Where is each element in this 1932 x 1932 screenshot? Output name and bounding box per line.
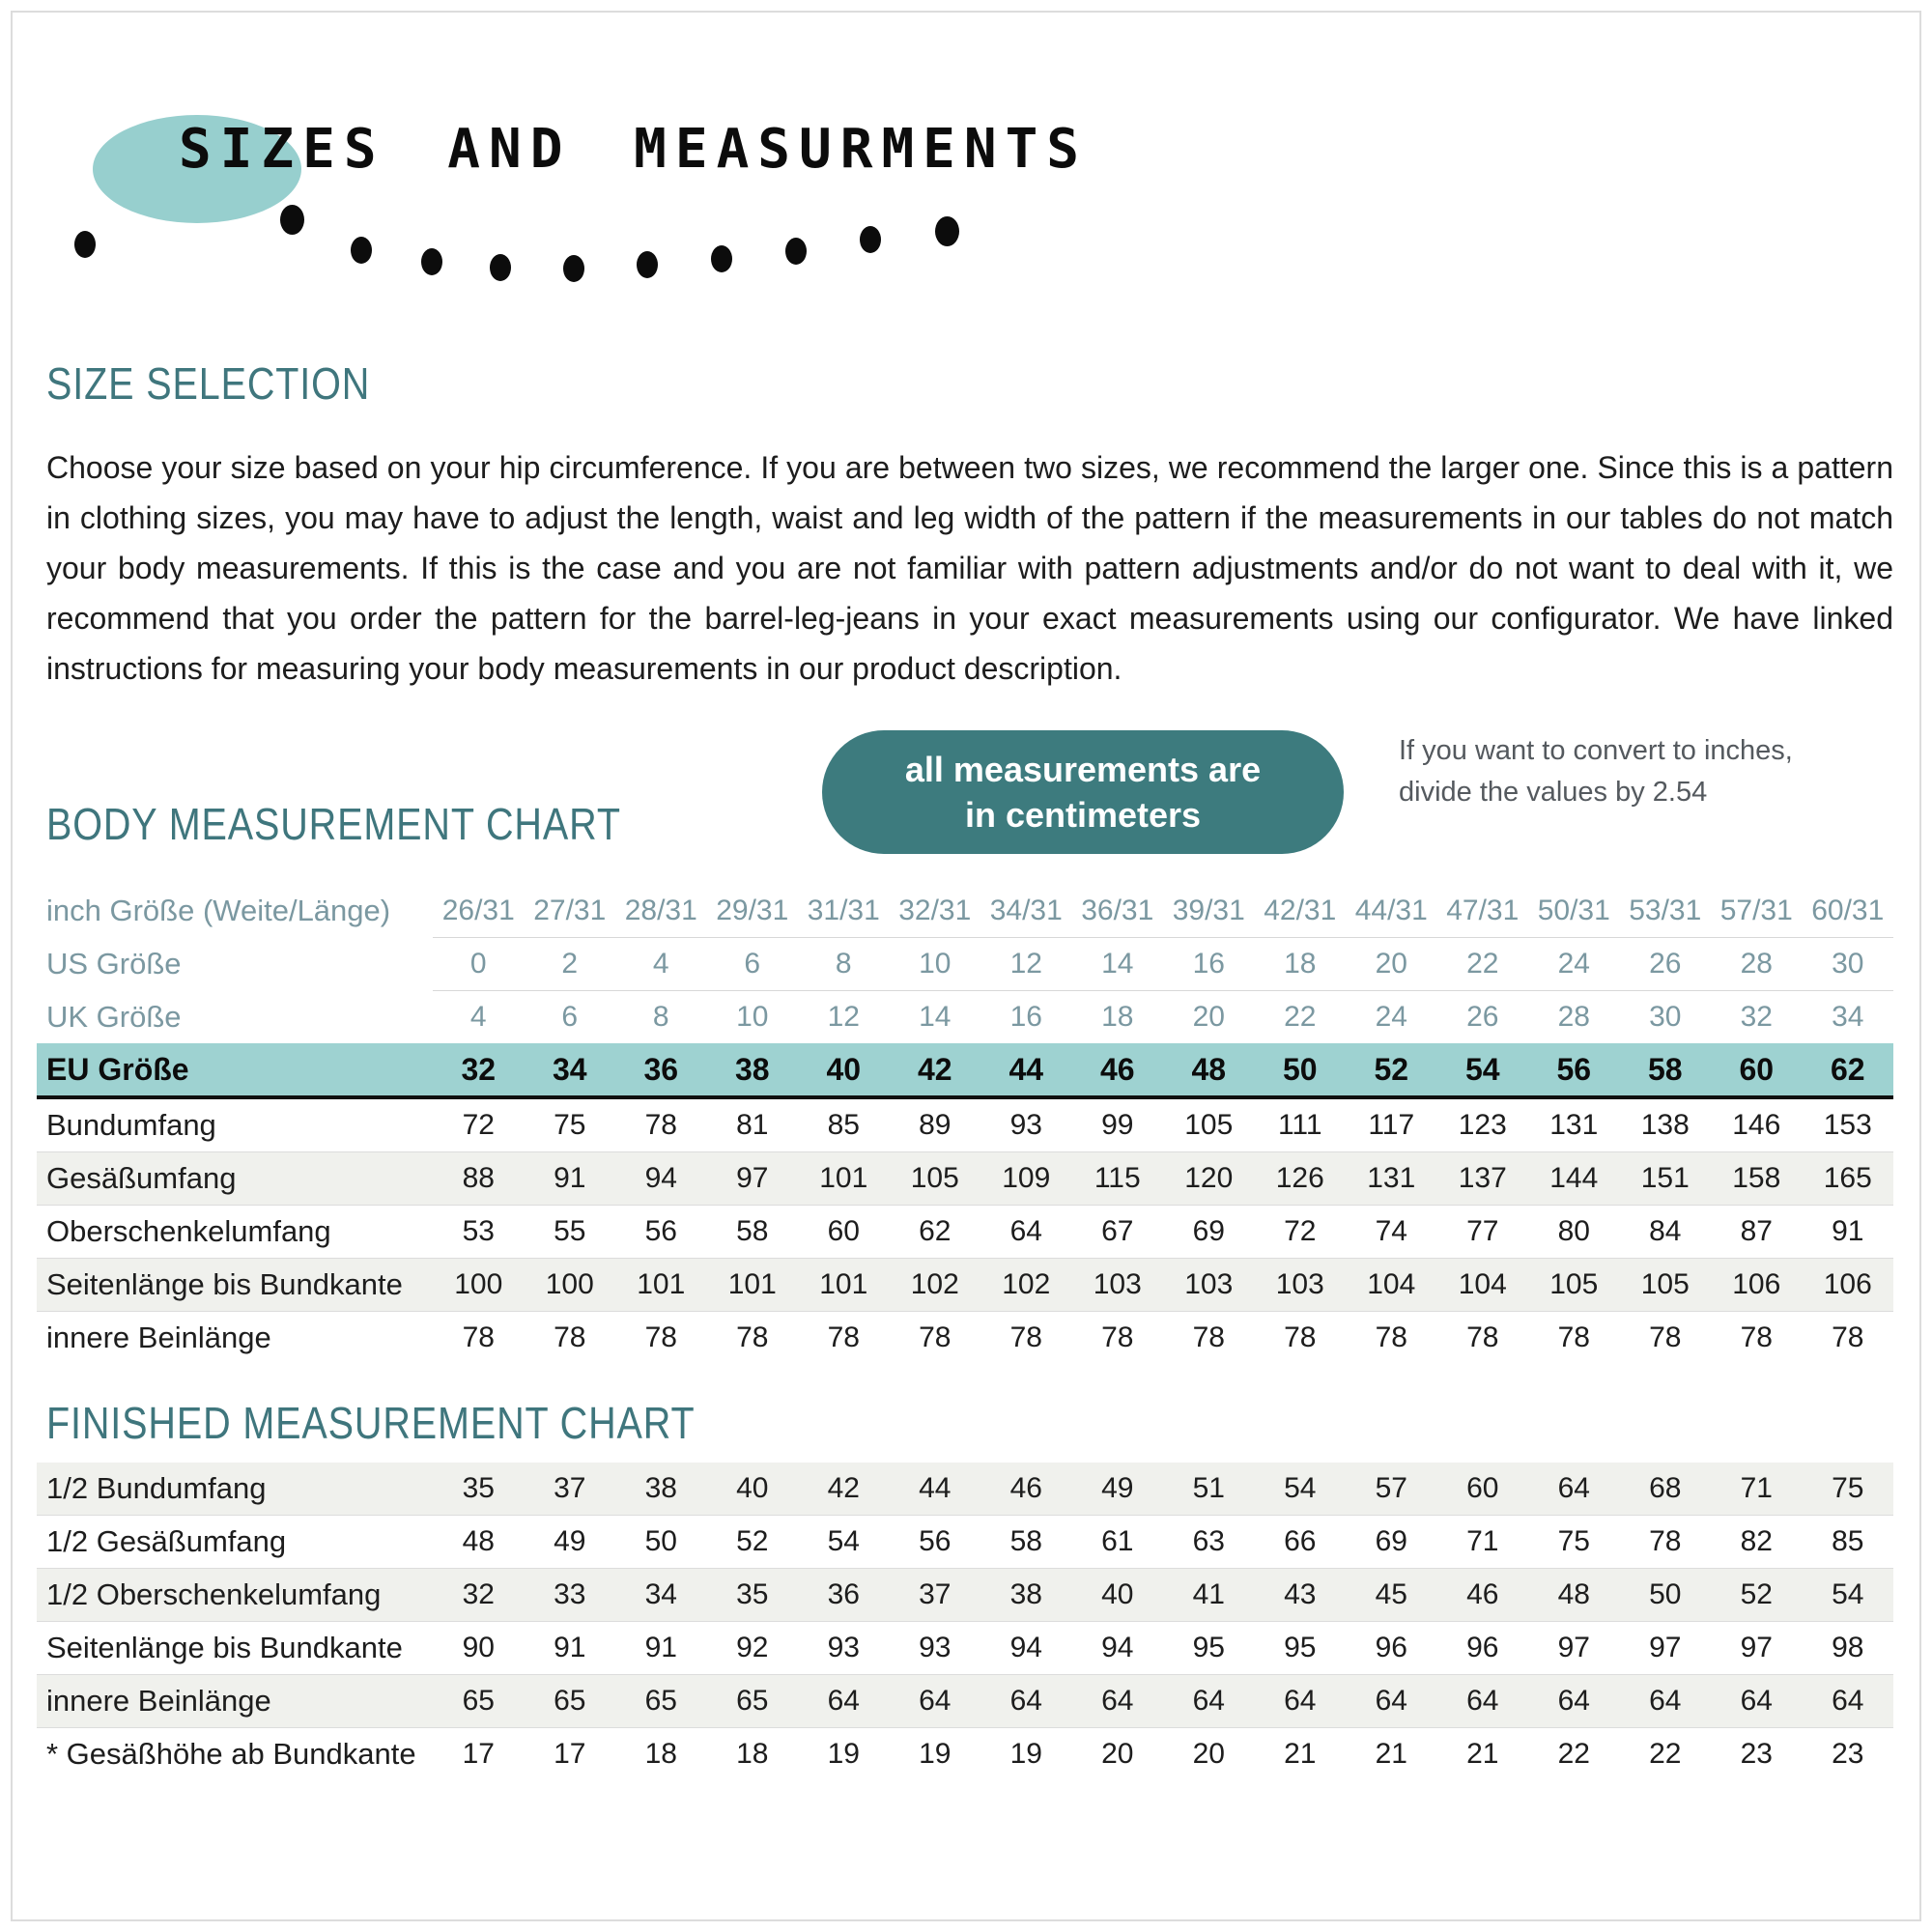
value-cell: 18 — [1255, 938, 1347, 991]
table-row — [37, 1516, 1893, 1569]
value-cell: 100 — [433, 1259, 525, 1312]
value-cell: 65 — [615, 1675, 707, 1728]
value-cell: 17 — [433, 1728, 525, 1781]
value-cell: 93 — [1009, 1109, 1042, 1141]
value-cell: 117 — [1368, 1109, 1415, 1141]
value-cell: 82 — [1711, 1516, 1803, 1569]
value-cell: 78 — [1711, 1312, 1803, 1365]
value-cell: 21 — [1255, 1728, 1347, 1781]
value-cell: 44/31 — [1354, 895, 1428, 926]
value-cell: 105 — [890, 1152, 981, 1206]
value-cell: 88 — [433, 1152, 525, 1206]
value-cell: 38 — [615, 1463, 707, 1516]
value-cell: 52 — [1711, 1569, 1803, 1622]
value-cell: 69 — [1346, 1516, 1437, 1569]
value-cell: 40 — [707, 1463, 799, 1516]
value-cell: 64 — [798, 1675, 890, 1728]
table-row — [37, 1043, 1893, 1097]
value-cell: 78 — [1346, 1312, 1437, 1365]
value-cell: 75 — [1528, 1516, 1620, 1569]
value-cell: 98 — [1803, 1622, 1894, 1675]
value-cell: 50/31 — [1537, 895, 1610, 926]
value-cell: 78 — [644, 1109, 677, 1141]
value-cell: 138 — [1640, 1109, 1690, 1141]
table-row — [37, 1728, 1893, 1781]
table-row — [37, 1463, 1893, 1516]
value-cell: 57/31 — [1719, 895, 1793, 926]
value-cell: 41 — [1163, 1569, 1255, 1622]
decorative-dot — [280, 205, 304, 235]
value-cell: 72 — [462, 1109, 495, 1141]
value-cell: 46 — [980, 1463, 1072, 1516]
value-cell: 63 — [1163, 1516, 1255, 1569]
note-line-1: If you want to convert to inches, — [1399, 735, 1793, 766]
value-cell: 22 — [1528, 1728, 1620, 1781]
value-cell: 47/31 — [1446, 895, 1520, 926]
value-cell: 56 — [1528, 1043, 1620, 1097]
body-chart-heading-text: BODY MEASUREMENT CHART — [46, 799, 621, 849]
value-cell: 34 — [1803, 991, 1894, 1044]
value-cell: 95 — [1163, 1622, 1255, 1675]
row-label: * Gesäßhöhe ab Bundkante — [37, 1728, 433, 1781]
value-cell: 94 — [980, 1622, 1072, 1675]
value-cell: 29/31 — [716, 895, 789, 926]
value-cell: 94 — [1072, 1622, 1164, 1675]
value-cell: 28 — [1711, 938, 1803, 991]
value-cell: 93 — [890, 1622, 981, 1675]
value-cell: 22 — [1620, 1728, 1712, 1781]
value-cell: 64 — [1803, 1675, 1894, 1728]
value-cell: 120 — [1163, 1152, 1255, 1206]
badge-line-1: all measurements are — [904, 750, 1262, 789]
decorative-dot — [711, 245, 732, 272]
value-cell: 64 — [1620, 1675, 1712, 1728]
value-cell: 78 — [1620, 1516, 1712, 1569]
value-cell: 36 — [615, 1043, 707, 1097]
finished-measurement-table — [37, 1463, 1893, 1780]
value-cell: 17 — [525, 1728, 616, 1781]
value-cell: 78 — [615, 1312, 707, 1365]
table-row — [37, 1675, 1893, 1728]
value-cell: 126 — [1255, 1152, 1347, 1206]
value-cell: 87 — [1711, 1206, 1803, 1259]
value-cell: 20 — [1163, 991, 1255, 1044]
value-cell: 115 — [1072, 1152, 1164, 1206]
value-cell: 54 — [1255, 1463, 1347, 1516]
value-cell: 8 — [615, 991, 707, 1044]
table-row — [37, 938, 1893, 991]
decorative-dot — [860, 226, 881, 253]
value-cell: 78 — [798, 1312, 890, 1365]
value-cell: 78 — [890, 1312, 981, 1365]
value-cell: 18 — [707, 1728, 799, 1781]
value-cell: 60/31 — [1811, 895, 1885, 926]
value-cell: 33 — [525, 1569, 616, 1622]
value-cell: 34 — [615, 1569, 707, 1622]
value-cell: 50 — [1255, 1043, 1347, 1097]
value-cell: 42 — [890, 1043, 981, 1097]
value-cell: 91 — [525, 1152, 616, 1206]
value-cell: 34 — [525, 1043, 616, 1097]
value-cell: 49 — [1072, 1463, 1164, 1516]
row-label: Gesäßumfang — [37, 1152, 433, 1206]
value-cell: 44 — [890, 1463, 981, 1516]
value-cell: 75 — [554, 1109, 586, 1141]
value-cell: 39/31 — [1172, 895, 1245, 926]
value-cell: 104 — [1346, 1259, 1437, 1312]
value-cell: 54 — [798, 1516, 890, 1569]
value-cell: 24 — [1346, 991, 1437, 1044]
value-cell: 10 — [890, 938, 981, 991]
value-cell: 105 — [1184, 1109, 1234, 1141]
value-cell: 32 — [1711, 991, 1803, 1044]
value-cell: 14 — [1072, 938, 1164, 991]
value-cell: 38 — [980, 1569, 1072, 1622]
value-cell: 78 — [1528, 1312, 1620, 1365]
value-cell: 81 — [736, 1109, 769, 1141]
value-cell: 78 — [707, 1312, 799, 1365]
decorative-dot — [785, 238, 807, 265]
value-cell: 91 — [525, 1622, 616, 1675]
value-cell: 99 — [1101, 1109, 1134, 1141]
value-cell: 43 — [1255, 1569, 1347, 1622]
value-cell: 58 — [707, 1206, 799, 1259]
row-label: Oberschenkelumfang — [37, 1206, 433, 1259]
value-cell: 51 — [1163, 1463, 1255, 1516]
value-cell: 91 — [1803, 1206, 1894, 1259]
value-cell: 146 — [1732, 1109, 1781, 1141]
value-cell: 46 — [1437, 1569, 1529, 1622]
value-cell: 45 — [1346, 1569, 1437, 1622]
value-cell: 97 — [1528, 1622, 1620, 1675]
value-cell: 35 — [433, 1463, 525, 1516]
value-cell: 32 — [433, 1569, 525, 1622]
value-cell: 64 — [1255, 1675, 1347, 1728]
row-label: 1/2 Oberschenkelumfang — [37, 1569, 433, 1622]
value-cell: 8 — [798, 938, 890, 991]
value-cell: 62 — [890, 1206, 981, 1259]
body-chart-heading — [46, 798, 715, 850]
value-cell: 137 — [1437, 1152, 1529, 1206]
value-cell: 46 — [1072, 1043, 1164, 1097]
row-label: Bundumfang — [46, 1108, 216, 1142]
value-cell: 57 — [1346, 1463, 1437, 1516]
value-cell: 151 — [1620, 1152, 1712, 1206]
value-cell: 60 — [798, 1206, 890, 1259]
value-cell: 52 — [1346, 1043, 1437, 1097]
value-cell: 103 — [1255, 1259, 1347, 1312]
row-label: Seitenlänge bis Bundkante — [37, 1259, 433, 1312]
table-row — [37, 1312, 1893, 1365]
value-cell: 64 — [1346, 1675, 1437, 1728]
table-row — [37, 1622, 1893, 1675]
badge-line-2: in centimeters — [964, 795, 1202, 835]
value-cell: 80 — [1528, 1206, 1620, 1259]
value-cell: 97 — [1711, 1622, 1803, 1675]
value-cell: 18 — [615, 1728, 707, 1781]
value-cell: 4 — [433, 991, 525, 1044]
value-cell: 64 — [980, 1675, 1072, 1728]
value-cell: 19 — [980, 1728, 1072, 1781]
value-cell: 23 — [1803, 1728, 1894, 1781]
row-label: EU Größe — [37, 1043, 433, 1097]
value-cell: 30 — [1803, 938, 1894, 991]
note-line-2: divide the values by 2.54 — [1399, 777, 1708, 808]
body-measurement-table — [37, 885, 1893, 1364]
value-cell: 37 — [525, 1463, 616, 1516]
value-cell: 26/31 — [441, 895, 515, 926]
value-cell: 37 — [890, 1569, 981, 1622]
row-label: innere Beinlänge — [37, 1675, 433, 1728]
decorative-dot — [421, 248, 442, 275]
value-cell: 56 — [615, 1206, 707, 1259]
value-cell: 72 — [1255, 1206, 1347, 1259]
page-title: SIZES AND MEASURMENTS — [179, 118, 1089, 181]
value-cell: 106 — [1803, 1259, 1894, 1312]
value-cell: 103 — [1163, 1259, 1255, 1312]
value-cell: 61 — [1072, 1516, 1164, 1569]
value-cell: 48 — [433, 1516, 525, 1569]
value-cell: 27/31 — [533, 895, 607, 926]
table-row — [37, 991, 1893, 1044]
table-row — [37, 1206, 1893, 1259]
value-cell: 64 — [890, 1675, 981, 1728]
value-cell: 64 — [1711, 1675, 1803, 1728]
value-cell: 89 — [919, 1109, 952, 1141]
value-cell: 38 — [707, 1043, 799, 1097]
value-cell: 78 — [1620, 1312, 1712, 1365]
value-cell: 50 — [1620, 1569, 1712, 1622]
value-cell: 67 — [1072, 1206, 1164, 1259]
row-label: US Größe — [46, 947, 182, 980]
value-cell: 101 — [798, 1259, 890, 1312]
value-cell: 60 — [1711, 1043, 1803, 1097]
value-cell: 111 — [1277, 1109, 1322, 1141]
value-cell: 20 — [1163, 1728, 1255, 1781]
row-label: Seitenlänge bis Bundkante — [37, 1622, 433, 1675]
table-row — [37, 1097, 1893, 1152]
value-cell: 20 — [1072, 1728, 1164, 1781]
value-cell: 10 — [707, 991, 799, 1044]
row-label: innere Beinlänge — [37, 1312, 433, 1365]
table-row — [37, 1569, 1893, 1622]
value-cell: 50 — [615, 1516, 707, 1569]
value-cell: 56 — [890, 1516, 981, 1569]
value-cell: 101 — [615, 1259, 707, 1312]
size-selection-heading-text: SIZE SELECTION — [46, 358, 371, 409]
value-cell: 44 — [980, 1043, 1072, 1097]
value-cell: 64 — [1072, 1675, 1164, 1728]
value-cell: 48 — [1163, 1043, 1255, 1097]
value-cell: 78 — [980, 1312, 1072, 1365]
value-cell: 158 — [1711, 1152, 1803, 1206]
value-cell: 21 — [1437, 1728, 1529, 1781]
value-cell: 78 — [1803, 1312, 1894, 1365]
value-cell: 35 — [707, 1569, 799, 1622]
row-label: UK Größe — [46, 999, 182, 1034]
value-cell: 49 — [525, 1516, 616, 1569]
value-cell: 105 — [1528, 1259, 1620, 1312]
value-cell: 30 — [1620, 991, 1712, 1044]
decorative-dot — [74, 231, 96, 258]
value-cell: 65 — [525, 1675, 616, 1728]
value-cell: 123 — [1458, 1109, 1507, 1141]
value-cell: 6 — [707, 938, 799, 991]
value-cell: 144 — [1528, 1152, 1620, 1206]
value-cell: 103 — [1072, 1259, 1164, 1312]
value-cell: 14 — [890, 991, 981, 1044]
value-cell: 74 — [1346, 1206, 1437, 1259]
value-cell: 32 — [433, 1043, 525, 1097]
value-cell: 68 — [1620, 1463, 1712, 1516]
value-cell: 96 — [1437, 1622, 1529, 1675]
value-cell: 102 — [980, 1259, 1072, 1312]
decorative-dot — [637, 251, 658, 278]
value-cell: 58 — [980, 1516, 1072, 1569]
value-cell: 109 — [980, 1152, 1072, 1206]
value-cell: 40 — [798, 1043, 890, 1097]
value-cell: 78 — [1255, 1312, 1347, 1365]
value-cell: 2 — [525, 938, 616, 991]
value-cell: 53/31 — [1629, 895, 1702, 926]
value-cell: 19 — [798, 1728, 890, 1781]
value-cell: 28/31 — [624, 895, 697, 926]
value-cell: 78 — [433, 1312, 525, 1365]
value-cell: 78 — [1163, 1312, 1255, 1365]
value-cell: 34/31 — [989, 895, 1063, 926]
value-cell: 102 — [890, 1259, 981, 1312]
value-cell: 22 — [1437, 938, 1529, 991]
value-cell: 78 — [525, 1312, 616, 1365]
decorative-dot — [935, 216, 959, 246]
value-cell: 93 — [798, 1622, 890, 1675]
row-label: inch Größe (Weite/Länge) — [46, 894, 391, 928]
value-cell: 75 — [1803, 1463, 1894, 1516]
value-cell: 55 — [525, 1206, 616, 1259]
value-cell: 95 — [1255, 1622, 1347, 1675]
value-cell: 85 — [827, 1109, 860, 1141]
value-cell: 18 — [1072, 991, 1164, 1044]
table-row — [37, 1259, 1893, 1312]
value-cell: 71 — [1711, 1463, 1803, 1516]
value-cell: 65 — [433, 1675, 525, 1728]
value-cell: 94 — [615, 1152, 707, 1206]
value-cell: 97 — [1620, 1622, 1712, 1675]
value-cell: 42 — [798, 1463, 890, 1516]
size-selection-heading — [46, 357, 423, 410]
value-cell: 85 — [1803, 1516, 1894, 1569]
value-cell: 26 — [1620, 938, 1712, 991]
value-cell: 0 — [433, 938, 525, 991]
value-cell: 12 — [798, 991, 890, 1044]
value-cell: 131 — [1346, 1152, 1437, 1206]
value-cell: 36 — [798, 1569, 890, 1622]
value-cell: 64 — [1528, 1463, 1620, 1516]
value-cell: 16 — [1163, 938, 1255, 991]
inches-conversion-note — [1399, 730, 1793, 813]
value-cell: 101 — [707, 1259, 799, 1312]
value-cell: 69 — [1163, 1206, 1255, 1259]
value-cell: 21 — [1346, 1728, 1437, 1781]
decorative-dot — [563, 255, 584, 282]
value-cell: 78 — [1072, 1312, 1164, 1365]
value-cell: 32/31 — [898, 895, 972, 926]
value-cell: 16 — [980, 991, 1072, 1044]
value-cell: 71 — [1437, 1516, 1529, 1569]
value-cell: 77 — [1437, 1206, 1529, 1259]
centimeters-badge — [822, 730, 1344, 854]
value-cell: 23 — [1711, 1728, 1803, 1781]
value-cell: 100 — [525, 1259, 616, 1312]
value-cell: 20 — [1346, 938, 1437, 991]
decorative-dot — [490, 254, 511, 281]
finished-measurement-table-body — [37, 1463, 1893, 1780]
value-cell: 64 — [1528, 1675, 1620, 1728]
value-cell: 48 — [1528, 1569, 1620, 1622]
value-cell: 42/31 — [1264, 895, 1337, 926]
value-cell: 64 — [1437, 1675, 1529, 1728]
value-cell: 26 — [1437, 991, 1529, 1044]
value-cell: 12 — [980, 938, 1072, 991]
value-cell: 96 — [1346, 1622, 1437, 1675]
value-cell: 28 — [1528, 991, 1620, 1044]
value-cell: 53 — [433, 1206, 525, 1259]
body-measurement-table-body — [37, 885, 1893, 1364]
value-cell: 52 — [707, 1516, 799, 1569]
value-cell: 153 — [1823, 1109, 1872, 1141]
size-selection-paragraph: Choose your size based on your hip circumference. If you are between two sizes, we recommend the larger one. Since this is a pattern in clothing sizes, you may have to adjust the length, waist and leg width of the pattern if the measurements in our tables do not match your body measurements. If this is the case and you are not familiar with pattern adjustments and/or do not want to deal with it, we recommend that you order the pattern for the barrel-leg-jeans in your exact measurements using our configurator. We have linked instructions for measuring your body measurements in our product description. — [46, 450, 1893, 686]
value-cell: 6 — [525, 991, 616, 1044]
value-cell: 106 — [1711, 1259, 1803, 1312]
value-cell: 58 — [1620, 1043, 1712, 1097]
value-cell: 24 — [1528, 938, 1620, 991]
value-cell: 60 — [1437, 1463, 1529, 1516]
table-row — [37, 1152, 1893, 1206]
value-cell: 36/31 — [1081, 895, 1154, 926]
value-cell: 64 — [980, 1206, 1072, 1259]
decorative-dot — [351, 237, 372, 264]
value-cell: 62 — [1803, 1043, 1894, 1097]
value-cell: 54 — [1437, 1043, 1529, 1097]
value-cell: 65 — [707, 1675, 799, 1728]
table-row — [37, 885, 1893, 938]
value-cell: 4 — [615, 938, 707, 991]
value-cell: 97 — [707, 1152, 799, 1206]
value-cell: 91 — [615, 1622, 707, 1675]
finished-chart-heading — [46, 1397, 801, 1449]
value-cell: 90 — [433, 1622, 525, 1675]
value-cell: 165 — [1803, 1152, 1894, 1206]
value-cell: 101 — [798, 1152, 890, 1206]
value-cell: 22 — [1255, 991, 1347, 1044]
value-cell: 92 — [707, 1622, 799, 1675]
finished-chart-heading-text: FINISHED MEASUREMENT CHART — [46, 1398, 696, 1448]
row-label: 1/2 Gesäßumfang — [37, 1516, 433, 1569]
value-cell: 84 — [1620, 1206, 1712, 1259]
row-label: 1/2 Bundumfang — [37, 1463, 433, 1516]
value-cell: 104 — [1437, 1259, 1529, 1312]
value-cell: 131 — [1549, 1109, 1599, 1141]
value-cell: 31/31 — [807, 895, 880, 926]
value-cell: 19 — [890, 1728, 981, 1781]
value-cell: 54 — [1803, 1569, 1894, 1622]
value-cell: 105 — [1620, 1259, 1712, 1312]
value-cell: 78 — [1437, 1312, 1529, 1365]
value-cell: 64 — [1163, 1675, 1255, 1728]
value-cell: 66 — [1255, 1516, 1347, 1569]
value-cell: 40 — [1072, 1569, 1164, 1622]
